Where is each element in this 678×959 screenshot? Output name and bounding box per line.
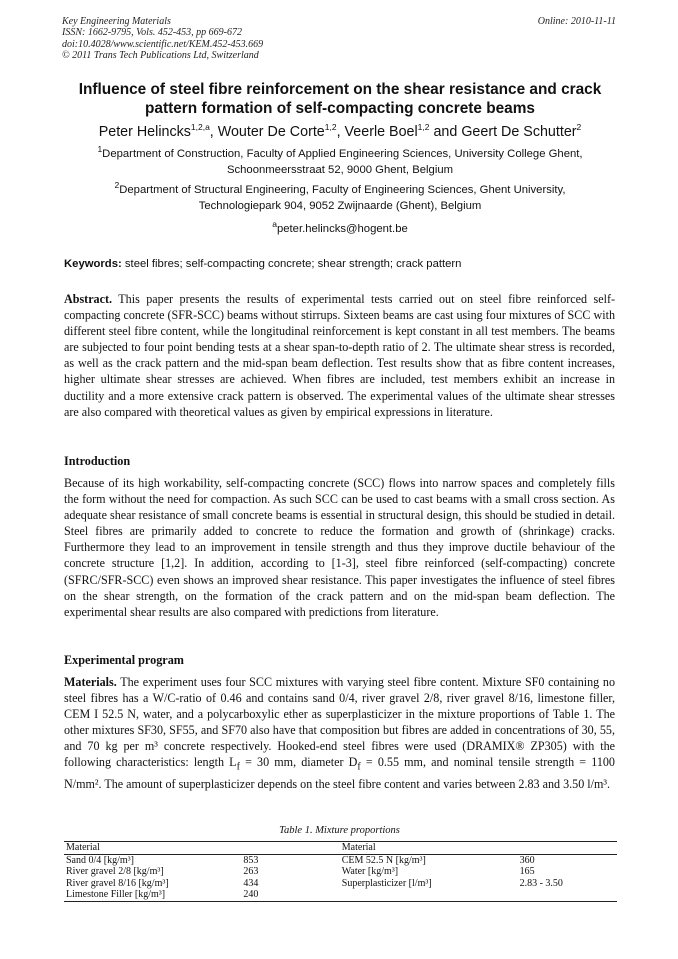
materials-text: The experiment uses four SCC mixtures with varying steel fibre content. Mixture SF0 containing no steel fibres has a W/C-ratio of 0.46 and contains sand 0/4, river gravel 2/8, river gravel 8/16, limestone filler, CEM I 52.5 N, water, and a polycarboxylic ether as superplasticizer in the mixture proportions of Table 1. The other mixtures SF30, SF55, and SF70 also have that composition but fibres are added in concentrations of 30, 55, and 70 kg per m³ concrete respectively. Hooked-end steel fibres were used (DRAMIX® ZP305) with the following characteristics: length L	[64, 675, 615, 770]
table-cell: 2.83 - 3.50	[519, 877, 563, 889]
title-line-2: pattern formation of self-compacting concrete beams	[145, 100, 535, 117]
keywords-label: Keywords:	[64, 258, 122, 270]
author-separator: ,	[336, 124, 345, 140]
table-cell: Sand 0/4 [kg/m³]	[66, 854, 134, 866]
materials-text: = 0.55 mm, and nominal tensile strength = 1100 N/mm². The amount of superplasticizer depends on the steel fibre content and varies between 2.83 and 3.50 l/m³.	[64, 755, 615, 791]
online-date: Online: 2010-11-11	[537, 16, 616, 27]
doi-line: doi:10.4028/www.scientific.net/KEM.452-453.669	[62, 38, 264, 50]
author-superscript: 1,2	[324, 122, 337, 133]
affiliation-line: Department of Construction, Faculty of Applied Engineering Sciences, University College Ghent,	[102, 148, 583, 160]
table-cell: River gravel 8/16 [kg/m³]	[66, 877, 169, 889]
table-cell: 240	[241, 889, 339, 901]
table-cell: Limestone Filler [kg/m³]	[64, 889, 241, 901]
affiliation-superscript: 2	[114, 180, 120, 191]
author-separator: ,	[209, 124, 218, 140]
materials-paragraph	[64, 674, 615, 792]
fibre-diameter-subscript: f	[357, 761, 361, 773]
author-name: Veerle Boel	[344, 124, 418, 140]
table-cell: 853	[243, 854, 259, 866]
table-header-cell	[518, 842, 617, 855]
table-cell: Water [kg/m³]	[341, 866, 399, 878]
abstract-label: Abstract.	[64, 292, 113, 306]
table-caption: Table 1. Mixture proportions	[279, 825, 400, 836]
fibre-length-subscript: f	[236, 761, 240, 773]
table-row	[64, 854, 617, 866]
table-cell: 434	[243, 877, 259, 889]
abstract-paragraph	[64, 291, 615, 420]
contact-email	[40, 219, 640, 236]
affiliation-1	[40, 144, 640, 178]
author-name: Geert De Schutter	[461, 124, 577, 140]
author-separator: and	[429, 124, 462, 140]
table-cell: 360	[519, 854, 535, 866]
experimental-program-heading: Experimental program	[64, 653, 184, 667]
table-cell: 165	[519, 866, 535, 878]
introduction-paragraph: Because of its high workability, self-compacting concrete (SCC) flows into narrow spaces and completely fills the form without the need for compaction. As such SCC can be used to cast beams with a small cross section. As adequate shear resistance of small concrete beams is essential in structural design, this should be studied in detail. Steel fibres are primarily added to concrete to reduce the formation and growth of (shrinkage) cracks. Furthermore they lead to an improvement in tensile strength and thus they improve ductile behaviour of the concrete structure [1,2]. In addition, according to [1-3], steel fibre reinforced (self-compacting) concrete (SFRC/SFR-SCC) even shows an improved shear resistance. This paper investigates the influence of steel fibres on the shear strength, on the formation of the crack pattern and on the mid-span beam deflection. The experimental shear results are also compared with predictions from literature.	[64, 476, 615, 619]
materials-text: = 30 mm, diameter D	[239, 755, 358, 770]
author-name: Peter Helincks	[98, 124, 191, 140]
affiliation-line: Technologiepark 904, 9052 Zwijnaarde (Ghent), Belgium	[198, 199, 482, 212]
affiliation-line: Schoonmeersstraat 52, 9000 Ghent, Belgium	[226, 163, 454, 176]
journal-name: Key Engineering Materials	[62, 16, 171, 27]
table-header-row	[64, 842, 617, 855]
table-cell	[340, 889, 518, 901]
table-header-cell	[241, 842, 339, 855]
affiliation-superscript: 1	[97, 144, 103, 155]
table-header-cell: Material	[340, 842, 518, 855]
affiliation-line: Department of Structural Engineering, Faculty of Engineering Sciences, Ghent University,	[119, 184, 566, 196]
table-row	[64, 878, 617, 890]
table-row	[64, 866, 617, 878]
keywords	[64, 257, 624, 271]
author-superscript: 1,2	[417, 122, 430, 133]
copyright-line: © 2011 Trans Tech Publications Ltd, Switzerland	[62, 49, 259, 61]
abstract-text: This paper presents the results of experimental tests carried out on steel fibre reinforced self-compacting concrete (SFR-SCC) beams without stirrups. Sixteen beams are cast using four mixtures of SCC with different steel fibre content, while the longitudinal reinforcement is kept constant in all test members. The beams are subjected to four point bending tests at a shear span-to-depth ratio of 2. The ultimate shear stress is recorded, as well as the crack pattern and the mid-span beam deflection. Test results show that as fibre content increases, higher ultimate shear stresses are achieved. When fibres are included, test members exhibit an increase in ductility and a more extensive crack pattern is observed. The experimental values of the ultimate shear stresses are also compared with theoretical values as given by empirical expressions in literature.	[64, 292, 615, 419]
email-address: peter.helincks@hogent.be	[276, 223, 408, 235]
table-cell: 263	[243, 866, 259, 878]
introduction-heading: Introduction	[64, 454, 131, 468]
table-header-cell: Material	[64, 842, 241, 855]
table-row	[64, 889, 617, 901]
mixture-proportions-table	[64, 841, 617, 902]
table-cell	[518, 889, 617, 901]
author-name: Wouter De Corte	[217, 124, 325, 140]
affiliation-2	[40, 180, 640, 214]
paper-title	[40, 80, 640, 118]
author-list	[40, 123, 640, 141]
email-superscript: a	[272, 219, 277, 230]
author-superscript: 2	[576, 122, 582, 133]
materials-label: Materials.	[64, 675, 117, 689]
issn-line: ISSN: 1662-9795, Vols. 452-453, pp 669-672	[62, 27, 242, 39]
table-cell: Superplasticizer [l/m³]	[341, 877, 432, 889]
table-cell: River gravel 2/8 [kg/m³]	[66, 866, 164, 878]
table-cell: CEM 52.5 N [kg/m³]	[341, 854, 426, 866]
title-line-1: Influence of steel fibre reinforcement on the shear resistance and crack	[78, 81, 602, 98]
keywords-text: steel fibres; self-compacting concrete; shear strength; crack pattern	[121, 258, 462, 270]
journal-header	[62, 16, 616, 61]
author-superscript: 1,2,a	[190, 122, 210, 133]
